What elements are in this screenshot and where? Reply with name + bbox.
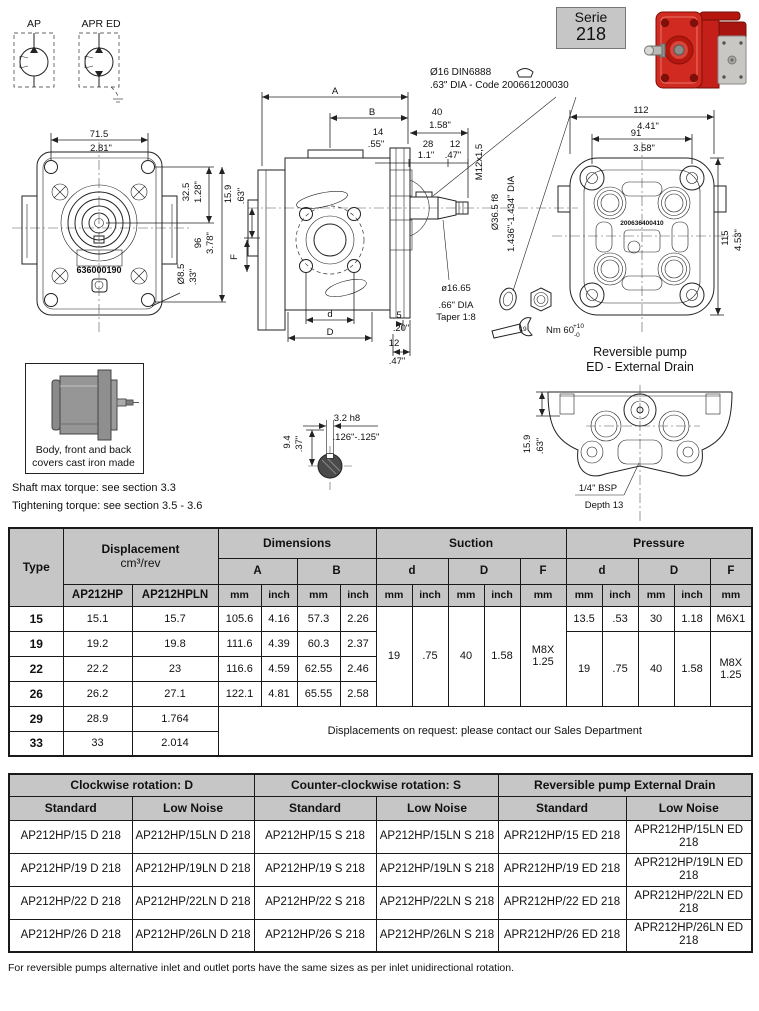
cell-suction-D-in: 1.58	[484, 606, 520, 706]
serie-badge	[556, 7, 626, 49]
col-a: A	[218, 558, 297, 584]
side-d12b-in: .47"	[388, 356, 406, 367]
cell-b-mm: 65.55	[297, 681, 340, 706]
sub-low-noise: Low Noise	[132, 796, 254, 820]
cell-pressure-D-in: 1.58	[674, 631, 710, 706]
unit-mm: mm	[520, 584, 566, 606]
key-w: 3.2 h8	[333, 413, 361, 424]
col-suction: Suction	[376, 528, 566, 558]
cell-pressure-D-mm: 40	[638, 631, 674, 706]
cell-b-mm: 62.55	[297, 656, 340, 681]
symbol-apr-ed	[79, 18, 123, 102]
unit-inch: inch	[340, 584, 376, 606]
symbol-apred-label: APR ED	[81, 18, 121, 30]
col-ap212hp: AP212HP	[63, 584, 132, 606]
side-d40-mm: 40	[431, 107, 443, 118]
unit-mm: mm	[710, 584, 752, 606]
ed-title-line2: ED - External Drain	[586, 360, 694, 374]
order-code: APR212HP/26LN ED 218	[626, 919, 752, 952]
unit-inch: inch	[261, 584, 297, 606]
col-suction-dd: D	[448, 558, 520, 584]
order-code: AP212HP/15LN S 218	[376, 820, 498, 853]
symbol-ap-label: AP	[26, 18, 42, 30]
back-w-mm: 112	[633, 105, 649, 116]
back-w2-mm: 91	[630, 128, 642, 139]
cell-hp: 15.1	[63, 606, 132, 631]
footer-note: For reversible pumps alternative inlet and outlet ports have the same sizes as per inlet unidirectional rotation.	[8, 962, 515, 974]
unit-inch: inch	[602, 584, 638, 606]
cell-hp: 26.2	[63, 681, 132, 706]
cell-suction-d-mm: 19	[376, 606, 412, 706]
side-d5-mm: 5	[396, 310, 402, 321]
col-pressure-dd: D	[638, 558, 710, 584]
unit-mm: mm	[638, 584, 674, 606]
material-caption-line1: Body, front and back	[35, 444, 132, 456]
cell-hp: 19.2	[63, 631, 132, 656]
cell-a-mm: 111.6	[218, 631, 261, 656]
side-d12b-mm: 12	[388, 338, 400, 349]
back-view-drawing	[552, 105, 744, 334]
cell-b-in: 2.26	[340, 606, 376, 631]
cell-b-mm: 57.3	[297, 606, 340, 631]
order-code: AP212HP/15LN D 218	[132, 820, 254, 853]
side-taper-ratio: Taper 1:8	[436, 312, 476, 323]
cell-hpln: 23	[132, 656, 218, 681]
order-code: AP212HP/19LN S 218	[376, 853, 498, 886]
cell-pressure-f: M8X 1.25	[710, 631, 752, 706]
torque-value: Nm 60	[546, 325, 574, 336]
cell-pressure-D-mm: 30	[638, 606, 674, 631]
order-code: AP212HP/26LN D 218	[132, 919, 254, 952]
unit-mm: mm	[448, 584, 484, 606]
side-shaft-mm: Ø36.5 f8	[490, 193, 501, 231]
ed-d159-in: .63"	[535, 437, 546, 455]
col-suction-d: d	[376, 558, 448, 584]
cell-suction-D-mm: 40	[448, 606, 484, 706]
product-photo	[645, 12, 747, 88]
side-d159-mm: 15.9	[223, 184, 234, 204]
order-code: AP212HP/22LN D 218	[132, 886, 254, 919]
cell-hp: 22.2	[63, 656, 132, 681]
col-pressure-d: d	[566, 558, 638, 584]
side-dim-f: F	[229, 254, 240, 260]
back-h-in: 4.53"	[733, 229, 744, 251]
cell-b-in: 2.58	[340, 681, 376, 706]
side-thread: M12x1,5	[474, 143, 485, 181]
washer-figure	[498, 286, 519, 311]
side-d159-in: .63"	[236, 187, 247, 205]
front-hole-in: .33"	[188, 268, 199, 286]
cell-pressure-d-in: .75	[602, 631, 638, 706]
order-code: APR212HP/19LN ED 218	[626, 853, 752, 886]
side-d40-in: 1.58"	[429, 120, 451, 131]
back-h-mm: 115	[720, 230, 731, 246]
symbol-ap	[14, 18, 54, 87]
side-d28-in: 1.1"	[417, 150, 435, 161]
group-reversible-ed: Reversible pump External Drain	[498, 774, 752, 796]
order-code: APR212HP/22LN ED 218	[626, 886, 752, 919]
group-clockwise: Clockwise rotation: D	[9, 774, 254, 796]
unit-inch: inch	[484, 584, 520, 606]
side-taper-dia: ø16.65	[441, 283, 471, 294]
side-taper-dia-in: .66" DIA	[438, 300, 474, 311]
cell-type: 33	[9, 731, 63, 756]
order-code: APR212HP/15 ED 218	[498, 820, 626, 853]
key-note-line2: .63" DIA - Code 200661200030	[430, 80, 569, 91]
col-type: Type	[9, 528, 63, 606]
col-b: B	[297, 558, 376, 584]
ed-d159-mm: 15.9	[522, 434, 533, 454]
displacement-unit: cm³/rev	[120, 556, 161, 571]
side-view-drawing	[223, 86, 584, 367]
col-pressure-f: F	[710, 558, 752, 584]
side-d28-mm: 28	[422, 139, 434, 150]
back-w-in: 4.41"	[637, 121, 659, 132]
order-code: AP212HP/26 S 218	[254, 919, 376, 952]
order-code: APR212HP/26 ED 218	[498, 919, 626, 952]
side-d12-in: .47"	[444, 150, 462, 161]
side-shaft-in: 1.436"-1.434" DIA	[506, 176, 517, 252]
order-code: AP212HP/19 D 218	[9, 853, 132, 886]
front-part-number: 636000190	[76, 265, 122, 275]
order-code-table	[8, 773, 753, 953]
ed-title	[530, 345, 750, 375]
cell-type: 26	[9, 681, 63, 706]
unit-inch: inch	[412, 584, 448, 606]
nut-figure	[531, 288, 551, 311]
front-h2-mm: 96	[193, 237, 204, 249]
key-h-in: .37"	[294, 435, 305, 453]
front-view-drawing	[12, 129, 226, 332]
cell-type: 19	[9, 631, 63, 656]
order-code: APR212HP/19 ED 218	[498, 853, 626, 886]
side-dim-d-big: D	[326, 327, 334, 338]
cell-pressure-f: M6X1	[710, 606, 752, 631]
group-counter-clockwise: Counter-clockwise rotation: S	[254, 774, 498, 796]
sub-low-noise: Low Noise	[376, 796, 498, 820]
order-code: AP212HP/19 S 218	[254, 853, 376, 886]
ed-title-line1: Reversible pump	[593, 345, 687, 359]
cell-a-in: 4.39	[261, 631, 297, 656]
cell-a-in: 4.59	[261, 656, 297, 681]
cell-a-mm: 105.6	[218, 606, 261, 631]
material-caption	[27, 444, 140, 469]
unit-inch: inch	[674, 584, 710, 606]
displacement-request-note: Displacements on request: please contact our Sales Department	[218, 706, 752, 756]
shaft-torque-note: Shaft max torque: see section 3.3	[12, 482, 176, 494]
spec-table	[8, 527, 753, 757]
cell-suction-f: M8X 1.25	[520, 606, 566, 706]
front-h1-mm: 32.5	[181, 182, 192, 202]
ed-depth-label: Depth 13	[584, 500, 624, 511]
col-pressure: Pressure	[566, 528, 752, 558]
order-code: AP212HP/15 D 218	[9, 820, 132, 853]
sub-standard: Standard	[9, 796, 132, 820]
back-w2-in: 3.58"	[633, 143, 655, 154]
col-displacement	[63, 528, 218, 584]
unit-mm: mm	[376, 584, 412, 606]
cell-pressure-d-in: .53	[602, 606, 638, 631]
cell-a-in: 4.16	[261, 606, 297, 631]
order-code: AP212HP/19LN D 218	[132, 853, 254, 886]
cell-b-mm: 60.3	[297, 631, 340, 656]
sub-low-noise: Low Noise	[626, 796, 752, 820]
key-h: 9.4	[282, 435, 293, 449]
cell-hpln: 15.7	[132, 606, 218, 631]
order-code: APR212HP/22 ED 218	[498, 886, 626, 919]
order-code: AP212HP/22 S 218	[254, 886, 376, 919]
cell-pressure-D-in: 1.18	[674, 606, 710, 631]
front-h1-in: 1.28"	[193, 181, 204, 203]
order-code: AP212HP/26LN S 218	[376, 919, 498, 952]
col-suction-f: F	[520, 558, 566, 584]
key-note-line1: Ø16 DIN6888	[430, 67, 492, 78]
cell-b-in: 2.37	[340, 631, 376, 656]
side-d14-in: .55"	[367, 139, 385, 150]
wrench-size: 19	[519, 326, 527, 333]
key-w-in: .126"-.125"	[332, 432, 380, 443]
col-dimensions: Dimensions	[218, 528, 376, 558]
serie-label: Serie	[574, 9, 608, 25]
sub-standard: Standard	[498, 796, 626, 820]
cell-a-in: 4.81	[261, 681, 297, 706]
ed-port-label: 1/4" BSP	[578, 483, 618, 494]
torque-tol-down: -0	[574, 332, 580, 339]
order-code: AP212HP/22 D 218	[9, 886, 132, 919]
unit-mm: mm	[297, 584, 340, 606]
key-detail-drawing	[282, 413, 379, 490]
side-dim-b: B	[368, 107, 376, 118]
side-d12-mm: 12	[449, 139, 461, 150]
front-width-mm: 71.5	[89, 129, 109, 140]
order-code: APR212HP/15LN ED 218	[626, 820, 752, 853]
serie-number: 218	[575, 24, 607, 45]
cell-hpln: 19.8	[132, 631, 218, 656]
cell-hpln: 27.1	[132, 681, 218, 706]
front-hole-mm: Ø8.5	[176, 263, 187, 285]
displacement-label: Displacement	[101, 542, 180, 557]
key-note	[430, 66, 569, 92]
cell-hpln: 1.764	[132, 706, 218, 731]
cell-hpln: 2.014	[132, 731, 218, 756]
cell-a-mm: 122.1	[218, 681, 261, 706]
col-ap212hpln: AP212HPLN	[132, 584, 218, 606]
sub-standard: Standard	[254, 796, 376, 820]
side-dim-d-small: d	[327, 309, 333, 320]
cell-hp: 33	[63, 731, 132, 756]
torque-tol-up: +10	[573, 323, 585, 330]
order-code: AP212HP/22LN S 218	[376, 886, 498, 919]
front-h2-in: 3.78"	[205, 232, 216, 254]
side-dim-a: A	[331, 86, 339, 97]
cell-type: 22	[9, 656, 63, 681]
unit-mm: mm	[566, 584, 602, 606]
cell-type: 29	[9, 706, 63, 731]
order-code: AP212HP/15 S 218	[254, 820, 376, 853]
back-part-number: 200636400410	[620, 220, 664, 227]
cell-suction-d-in: .75	[412, 606, 448, 706]
unit-mm: mm	[218, 584, 261, 606]
side-d5-in: .20"	[392, 323, 410, 334]
ed-view-drawing	[522, 385, 732, 522]
cell-hp: 28.9	[63, 706, 132, 731]
tightening-torque-note: Tightening torque: see section 3.5 - 3.6	[12, 500, 203, 512]
material-caption-line2: covers cast iron made	[32, 456, 135, 469]
cell-pressure-d-mm: 19	[566, 631, 602, 706]
cell-a-mm: 116.6	[218, 656, 261, 681]
cell-type: 15	[9, 606, 63, 631]
cell-b-in: 2.46	[340, 656, 376, 681]
side-d14-mm: 14	[372, 127, 384, 138]
order-code: AP212HP/26 D 218	[9, 919, 132, 952]
cell-pressure-d-mm: 13.5	[566, 606, 602, 631]
front-width-in: 2.81"	[90, 143, 112, 154]
